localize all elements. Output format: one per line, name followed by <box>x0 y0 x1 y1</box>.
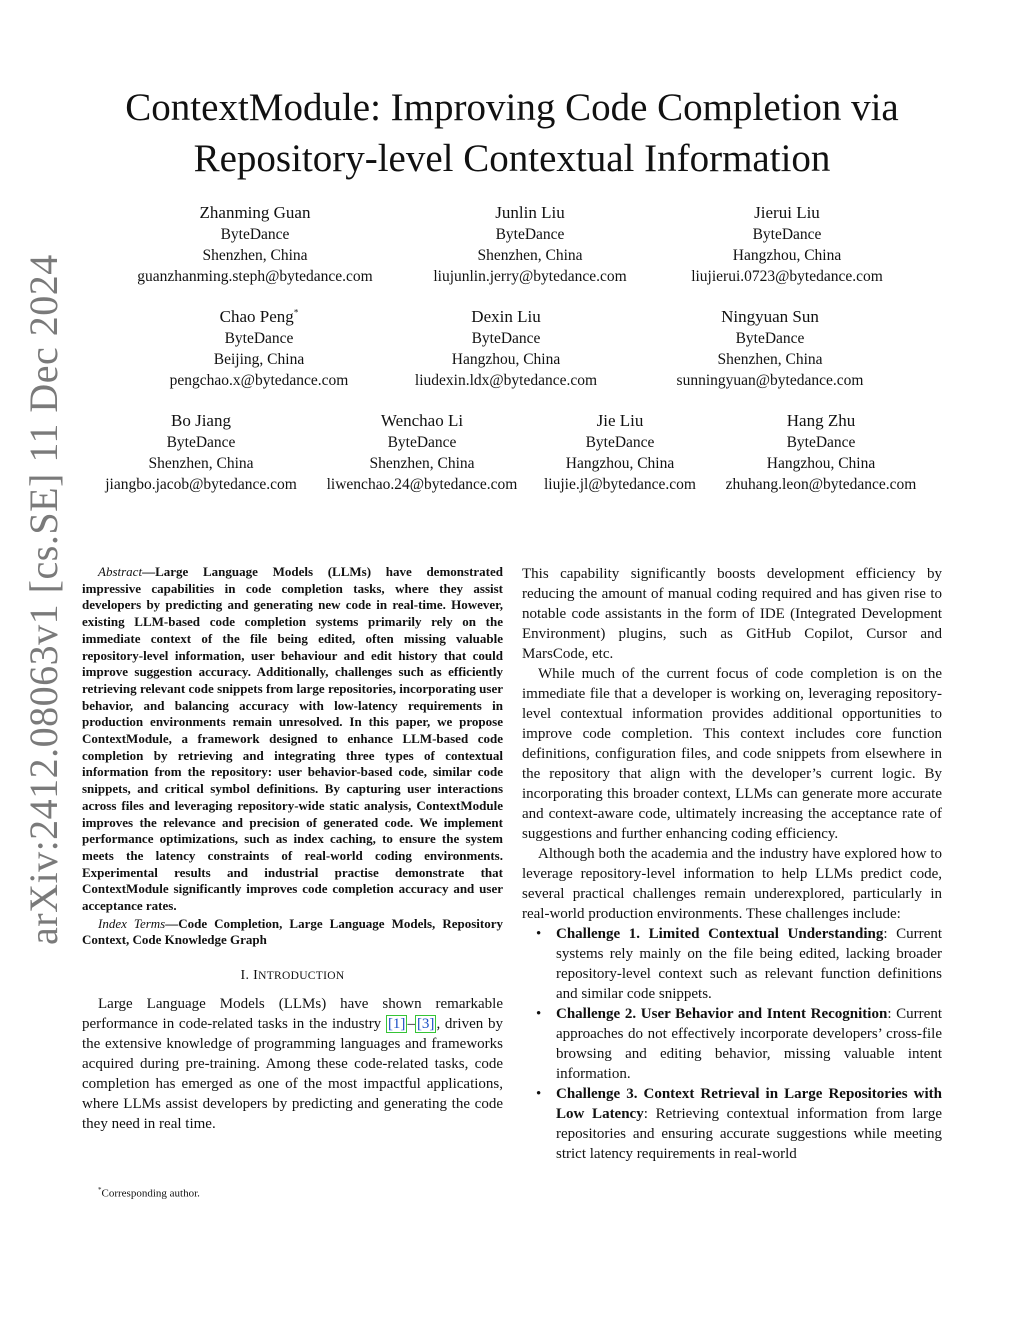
author-email: liujierui.0723@bytedance.com <box>691 268 883 285</box>
list-item <box>522 924 942 1004</box>
list-item <box>522 1084 942 1164</box>
bullet: • <box>536 926 542 942</box>
author-location: Shenzhen, China <box>477 247 583 264</box>
index-terms-dash: — <box>165 915 179 931</box>
challenge-text: : Current systems rely mainly on the file being edited, lacking broader repository-level context such as relevant function definitions and similar code snippets. <box>556 926 942 1002</box>
author-affiliation: ByteDance <box>752 226 822 243</box>
section-number: I. <box>240 968 250 984</box>
author-block <box>680 202 894 287</box>
section-title-rest: NTRODUCTION <box>258 970 345 983</box>
author-location: Hangzhou, China <box>451 351 561 368</box>
author-affiliation: ByteDance <box>387 434 457 451</box>
author-location: Shenzhen, China <box>369 455 475 472</box>
intro-text-end: , driven by the extensive knowledge of programming languages and frameworks acquired during pre-training. Among these code-related tasks, code completion has emerged as one of the most impactful applications, where LLMs assist developers by predicting and generating the code they need in real time. <box>82 1016 503 1133</box>
author-affiliation: ByteDance <box>166 434 236 451</box>
author-name: Chao Peng <box>219 307 294 326</box>
author-email: guanzhanming.steph@bytedance.com <box>137 268 373 285</box>
author-block <box>414 202 646 287</box>
author-name: Ningyuan Sun <box>721 307 819 326</box>
section-heading-introduction <box>82 968 503 984</box>
footnote-mark: * <box>98 1186 102 1194</box>
challenges-list <box>522 924 942 1164</box>
author-block <box>536 410 704 495</box>
index-terms <box>82 916 503 949</box>
author-name: Jie Liu <box>596 411 644 430</box>
author-name: Dexin Liu <box>471 307 541 326</box>
abstract-label: Abstract <box>98 564 143 579</box>
paragraph-capability: This capability significantly boosts development efficiency by reducing the amount of manual coding required and has given rise to notable code assistants in the form of IDE (Integrated Development Environment) plugins, such as GitHub Copilot, Cursor and MarsCode, etc. <box>522 566 942 662</box>
author-name: Zhanming Guan <box>199 203 311 222</box>
author-affiliation: ByteDance <box>735 330 805 347</box>
section-title-initial: I <box>253 968 259 984</box>
author-name: Wenchao Li <box>380 411 464 430</box>
author-name: Hang Zhu <box>786 411 856 430</box>
author-affiliation: ByteDance <box>786 434 856 451</box>
index-terms-text: Code Completion, Large Language Models, Repository Context, Code Knowledge Graph <box>82 915 503 948</box>
author-location: Shenzhen, China <box>202 247 308 264</box>
author-affiliation: ByteDance <box>224 330 294 347</box>
paper-title <box>60 82 964 184</box>
author-block <box>664 306 876 391</box>
author-email: liujie.jl@bytedance.com <box>543 476 696 493</box>
author-location: Shenzhen, China <box>148 455 254 472</box>
author-location: Hangzhou, China <box>565 455 675 472</box>
intro-text-start: Large Language Models (LLMs) have shown remarkable performance in code-related tasks in the industry <box>82 996 503 1033</box>
intro-paragraph-1 <box>82 994 503 1134</box>
author-email: liujunlin.jerry@bytedance.com <box>433 268 627 285</box>
citation-dash: – <box>407 1016 415 1033</box>
author-block <box>94 410 308 495</box>
right-column <box>522 564 942 1164</box>
author-block <box>128 202 382 287</box>
abstract-dash: — <box>142 564 156 579</box>
abstract-text: Large Language Models (LLMs) have demonstrated impressive capabilities in code completion tasks, where they assist developers by predicting and generating new code in real-time. However, existing LLM-based code completion systems primarily rely on the immediate context of the file being edited, often missing valuable repository-level information, user behaviour and edit history that could improve suggestion accuracy. Additionally, challenges such as efficiently retrieving relevant code snippets from large repositories, incorporating user behavior, and balancing accuracy with low-latency requirements in production environments remain unresolved. In this paper, we propose ContextModule, a framework designed to enhance LLM-based code completion by retrieving and integrating three types of contextual information from the repository: user behavior-based code, similar code snippets, and critical symbol definitions. By capturing user interactions across files and leveraging repository-wide static analysis, ContextModule improves the relevance and precision of generated code. We implement performance optimizations, such as index caching, to ensure the system meets the latency constraints of real-world coding environments. Experimental results and industrial practise demonstrate that ContextModule significantly improves code completion accuracy and user acceptance rates. <box>82 564 503 914</box>
author-email: zhuhang.leon@bytedance.com <box>725 476 917 493</box>
challenge-title: Challenge 1. Limited Contextual Understanding <box>556 926 884 942</box>
title-line-2: Repository-level Contextual Information <box>193 137 831 180</box>
author-block <box>316 410 528 495</box>
author-email: liwenchao.24@bytedance.com <box>326 476 518 493</box>
author-affiliation: ByteDance <box>471 330 541 347</box>
author-location: Beijing, China <box>213 351 305 368</box>
challenge-text: : Retrieving contextual information from large repositories and ensuring accurate suggestions while meeting strict latency requirements in real-world <box>556 1106 942 1162</box>
author-location: Shenzhen, China <box>717 351 823 368</box>
author-block <box>146 306 372 391</box>
abstract <box>82 564 503 915</box>
author-affiliation: ByteDance <box>220 226 290 243</box>
author-affiliation: ByteDance <box>585 434 655 451</box>
author-affiliation: ByteDance <box>495 226 565 243</box>
author-email: jiangbo.jacob@bytedance.com <box>105 476 297 493</box>
author-email: liudexin.ldx@bytedance.com <box>414 372 598 389</box>
left-column <box>82 564 503 1134</box>
corresponding-mark: * <box>293 307 299 318</box>
author-name: Jierui Liu <box>754 203 820 222</box>
citation-link-1[interactable]: [1] <box>387 1016 406 1033</box>
author-email: sunningyuan@bytedance.com <box>676 372 864 389</box>
index-terms-label: Index Terms <box>98 915 166 931</box>
arxiv-identifier: arXiv:2412.08063v1 [cs.SE] 11 Dec 2024 <box>21 254 66 945</box>
footnote <box>98 1186 200 1200</box>
author-name: Bo Jiang <box>171 411 231 430</box>
author-block <box>404 306 608 391</box>
author-email: pengchao.x@bytedance.com <box>169 372 349 389</box>
author-name-row <box>146 306 372 328</box>
challenge-title: Challenge 3. Context Retrieval in Large Repositories with Low Latency <box>556 1086 942 1122</box>
footnote-text: Corresponding author. <box>101 1187 200 1200</box>
author-block <box>716 410 926 495</box>
challenge-title: Challenge 2. User Behavior and Intent Recognition <box>556 1006 888 1022</box>
citation-link-3[interactable]: [3] <box>416 1016 435 1033</box>
title-line-1: ContextModule: Improving Code Completion via <box>125 86 899 129</box>
paragraph-challenges-intro: Although both the academia and the industry have explored how to leverage repository-level information to help LLMs predict code, several practical challenges remain underexplored, particularly in real-world production environments. These challenges include: <box>522 846 942 922</box>
author-location: Hangzhou, China <box>766 455 876 472</box>
challenge-text: : Current approaches do not effectively incorporate developers’ cross-file browsing and editing behavior, missing valuable intent information. <box>556 1006 942 1082</box>
bullet: • <box>536 1086 542 1102</box>
author-location: Hangzhou, China <box>732 247 842 264</box>
list-item <box>522 1004 942 1084</box>
author-name: Junlin Liu <box>495 203 565 222</box>
paragraph-repository-context: While much of the current focus of code completion is on the immediate file that a developer is working on, leveraging repository-level contextual information provides additional opportunities to improve code completion. This context includes core function definitions, configuration files, and code snippets from elsewhere in the repository that align with the developer’s current logic. By incorporating this broader context, LLMs can generate more accurate and context-aware code, ultimately increasing the acceptance rate of suggestions and further enhancing coding efficiency. <box>522 666 942 842</box>
bullet: • <box>536 1006 542 1022</box>
